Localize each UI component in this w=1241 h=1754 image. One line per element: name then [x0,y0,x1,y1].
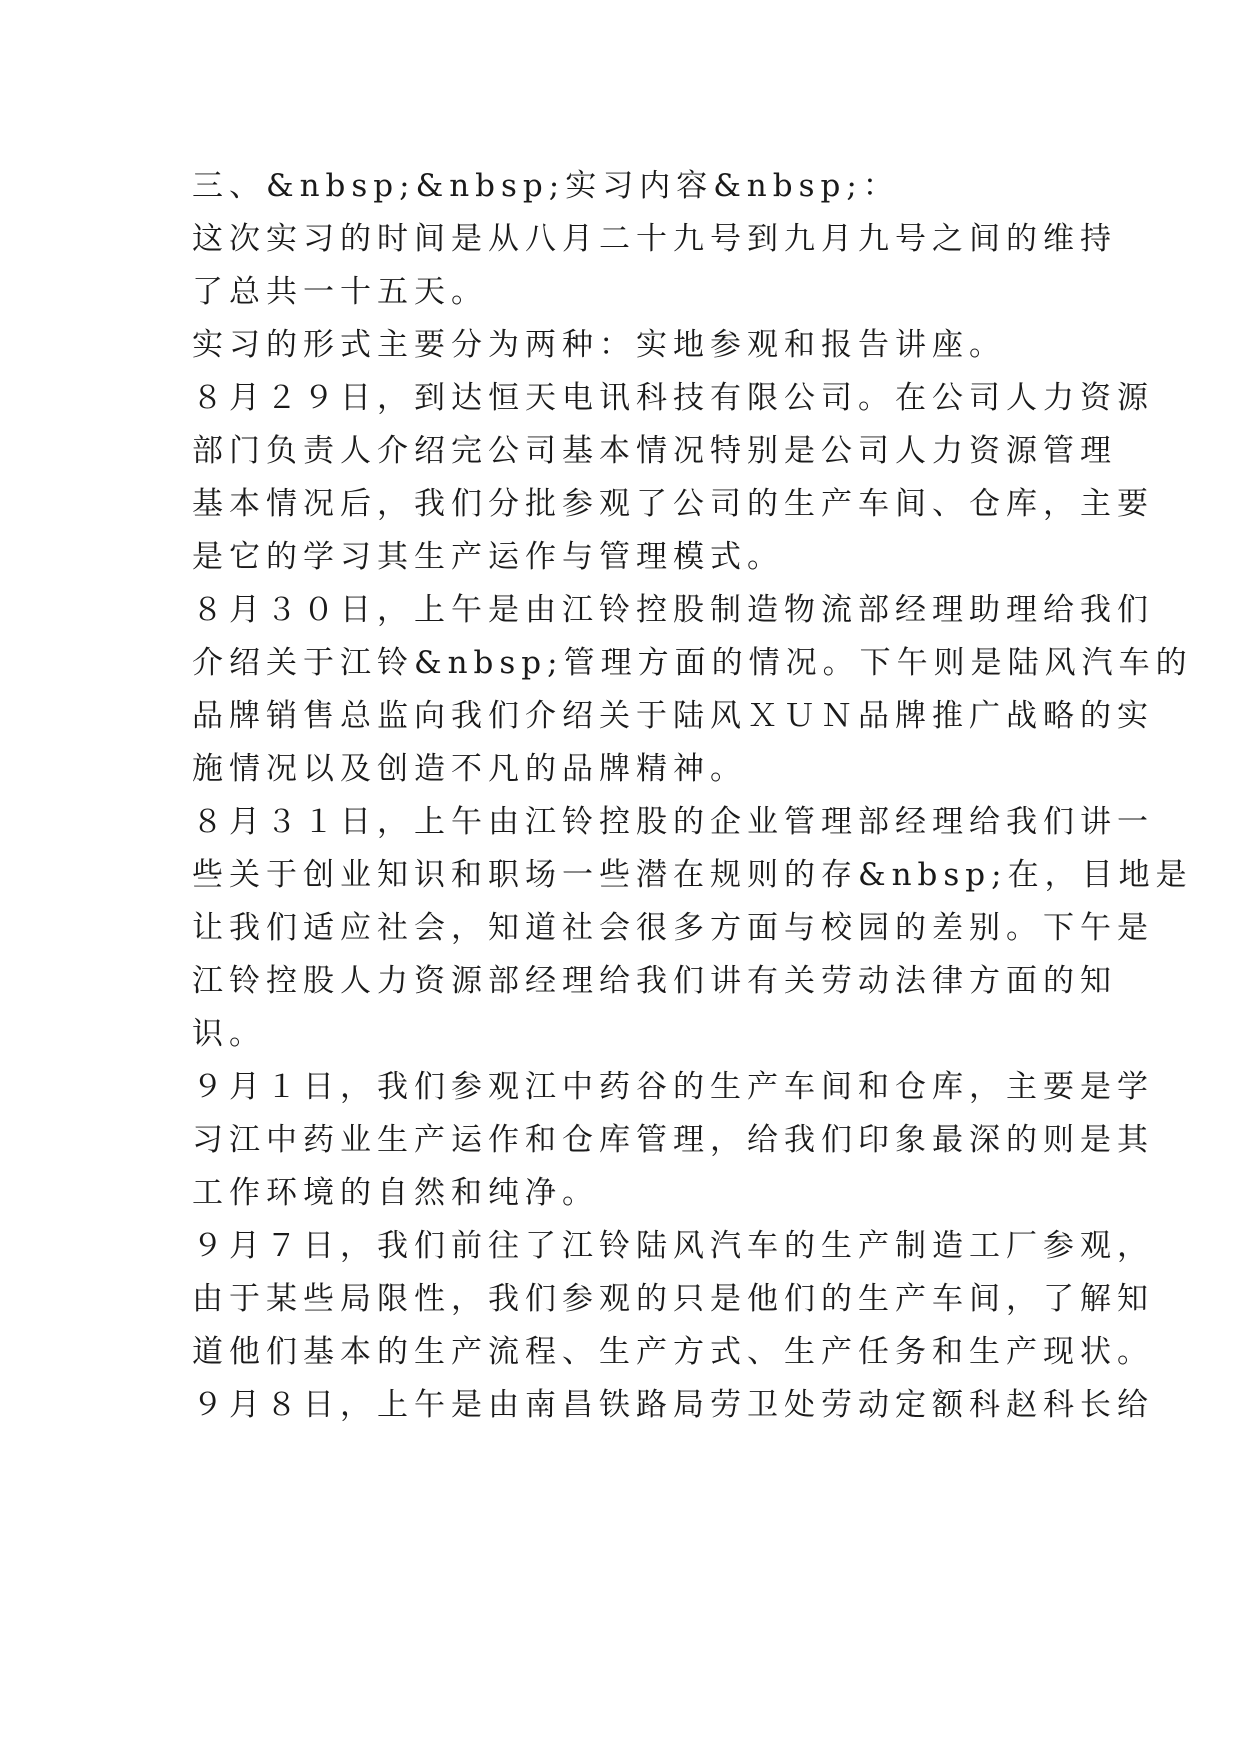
text-line: 基本情况后，我们分批参观了公司的生产车间、仓库，主要 [192,486,1154,522]
text-line: 是它的学习其生产运作与管理模式。 [192,539,784,575]
text-line: 江铃控股人力资源部经理给我们讲有关劳动法律方面的知 [192,963,1117,999]
text-line: 识。 [192,1016,266,1052]
text-line: 介绍关于江铃&nbsp;管理方面的情况。下午则是陆风汽车的 [192,645,1193,681]
text-line: 些关于创业知识和职场一些潜在规则的存&nbsp;在，目地是 [192,857,1193,893]
text-line: 工作环境的自然和纯净。 [192,1175,599,1211]
text-line: ８月３１日，上午由江铃控股的企业管理部经理给我们讲一 [192,804,1154,840]
text-line: 部门负责人介绍完公司基本情况特别是公司人力资源管理 [192,433,1117,469]
text-line: 由于某些局限性，我们参观的只是他们的生产车间，了解知 [192,1281,1154,1317]
text-line: 施情况以及创造不凡的品牌精神。 [192,751,747,787]
text-line: ８月２９日，到达恒天电讯科技有限公司。在公司人力资源 [192,380,1154,416]
text-line: 品牌销售总监向我们介绍关于陆风ＸＵＮ品牌推广战略的实 [192,698,1154,734]
text-line: ９月８日，上午是由南昌铁路局劳卫处劳动定额科赵科长给 [192,1387,1154,1423]
section-heading: 三、&nbsp;&nbsp;实习内容&nbsp;： [192,168,900,204]
text-line: ８月３０日，上午是由江铃控股制造物流部经理助理给我们 [192,592,1154,628]
text-line: 让我们适应社会，知道社会很多方面与校园的差别。下午是 [192,910,1154,946]
document-body [192,160,1193,1432]
text-line: 道他们基本的生产流程、生产方式、生产任务和生产现状。 [192,1334,1154,1370]
text-line: 习江中药业生产运作和仓库管理，给我们印象最深的则是其 [192,1122,1154,1158]
text-line: 了总共一十五天。 [192,274,488,310]
text-line: ９月１日，我们参观江中药谷的生产车间和仓库，主要是学 [192,1069,1154,1105]
text-line: 这次实习的时间是从八月二十九号到九月九号之间的维持 [192,221,1117,257]
text-line: ９月７日，我们前往了江铃陆风汽车的生产制造工厂参观， [192,1228,1154,1264]
text-line: 实习的形式主要分为两种：实地参观和报告讲座。 [192,327,1006,363]
